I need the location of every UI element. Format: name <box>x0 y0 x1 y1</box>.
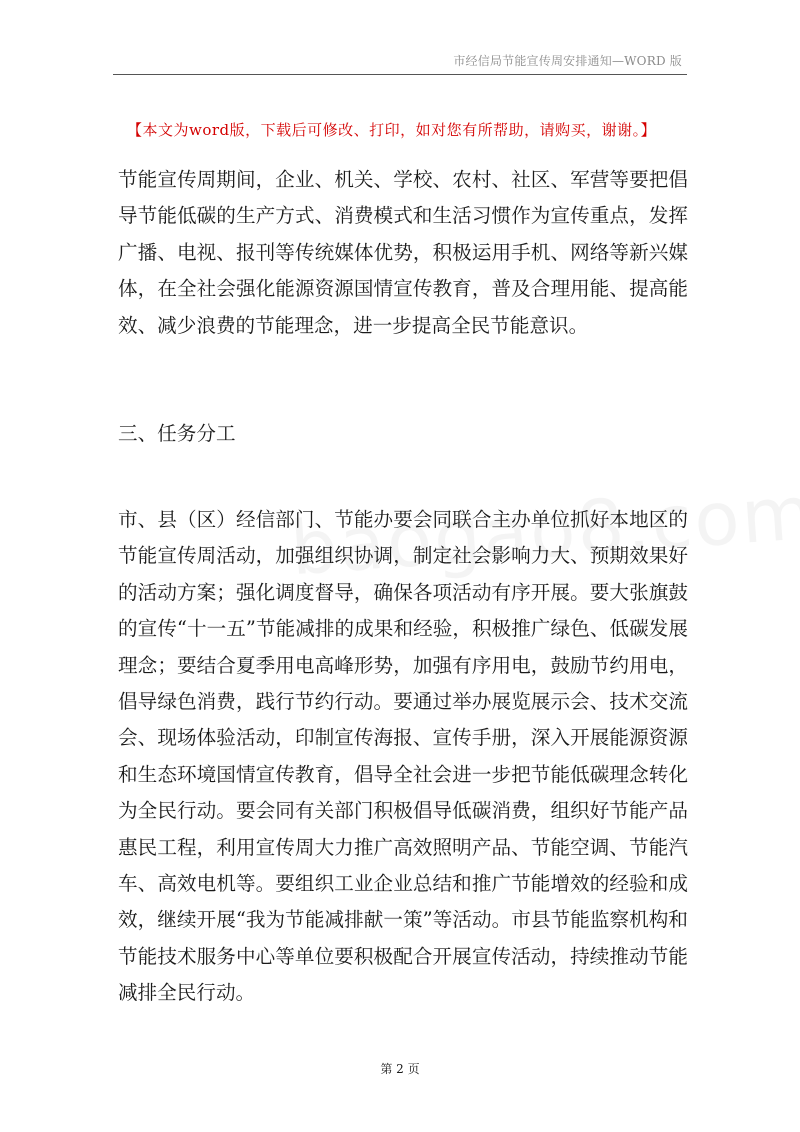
paragraph-energy-week: 节能宣传周期间，企业、机关、学校、农村、社区、军营等要把倡导节能低碳的生产方式、消费模式和生活习惯作为宣传重点，发挥广播、电视、报刊等传统媒体优势，积极运用手机、网络等新兴媒体，在全社会强化能源资源国情宣传教育，普及合理用能、提高能效、减少浪费的节能理念，进一步提高全民节能意识。 <box>118 168 688 337</box>
header-title: 市经信局节能宣传周安排通知—WORD 版 <box>453 54 682 68</box>
page-number: 第 2 页 <box>380 1062 420 1076</box>
purchase-notice: 【本文为word版，下载后可修改、打印，如对您有所帮助，请购买，谢谢。】 <box>127 121 657 139</box>
paragraph-task-division: 市、县（区）经信部门、节能办要会同联合主办单位抓好本地区的节能宣传周活动，加强组织协调，制定社会影响力大、预期效果好的活动方案；强化调度督导，确保各项活动有序开展。要大张旗鼓的宣传“十一五”节能减排的成果和经验，积极推广绿色、低碳发展理念；要结合夏季用电高峰形势，加强有序用电，鼓励节约用电，倡导绿色消费，践行节约行动。要通过举办展览展示会、技术交流会、现场体验活动，印制宣传海报、宣传手册，深入开展能源资源和生态环境国情宣传教育，倡导全社会进一步把节能低碳理念转化为全民行动。要会同有关部门积极倡导低碳消费，组织好节能产品惠民工程，利用宣传周大力推广高效照明产品、节能空调、节能汽车、高效电机等。要组织工业企业总结和推广节能增效的经验和成效，继续开展“我为节能减排献一策”等活动。市县节能监察机构和节能技术服务中心等单位要积极配合开展宣传活动，持续推动节能减排全民行动。 <box>118 508 688 1005</box>
header-divider <box>113 74 687 75</box>
section-heading-task-division: 三、任务分工 <box>118 422 236 445</box>
